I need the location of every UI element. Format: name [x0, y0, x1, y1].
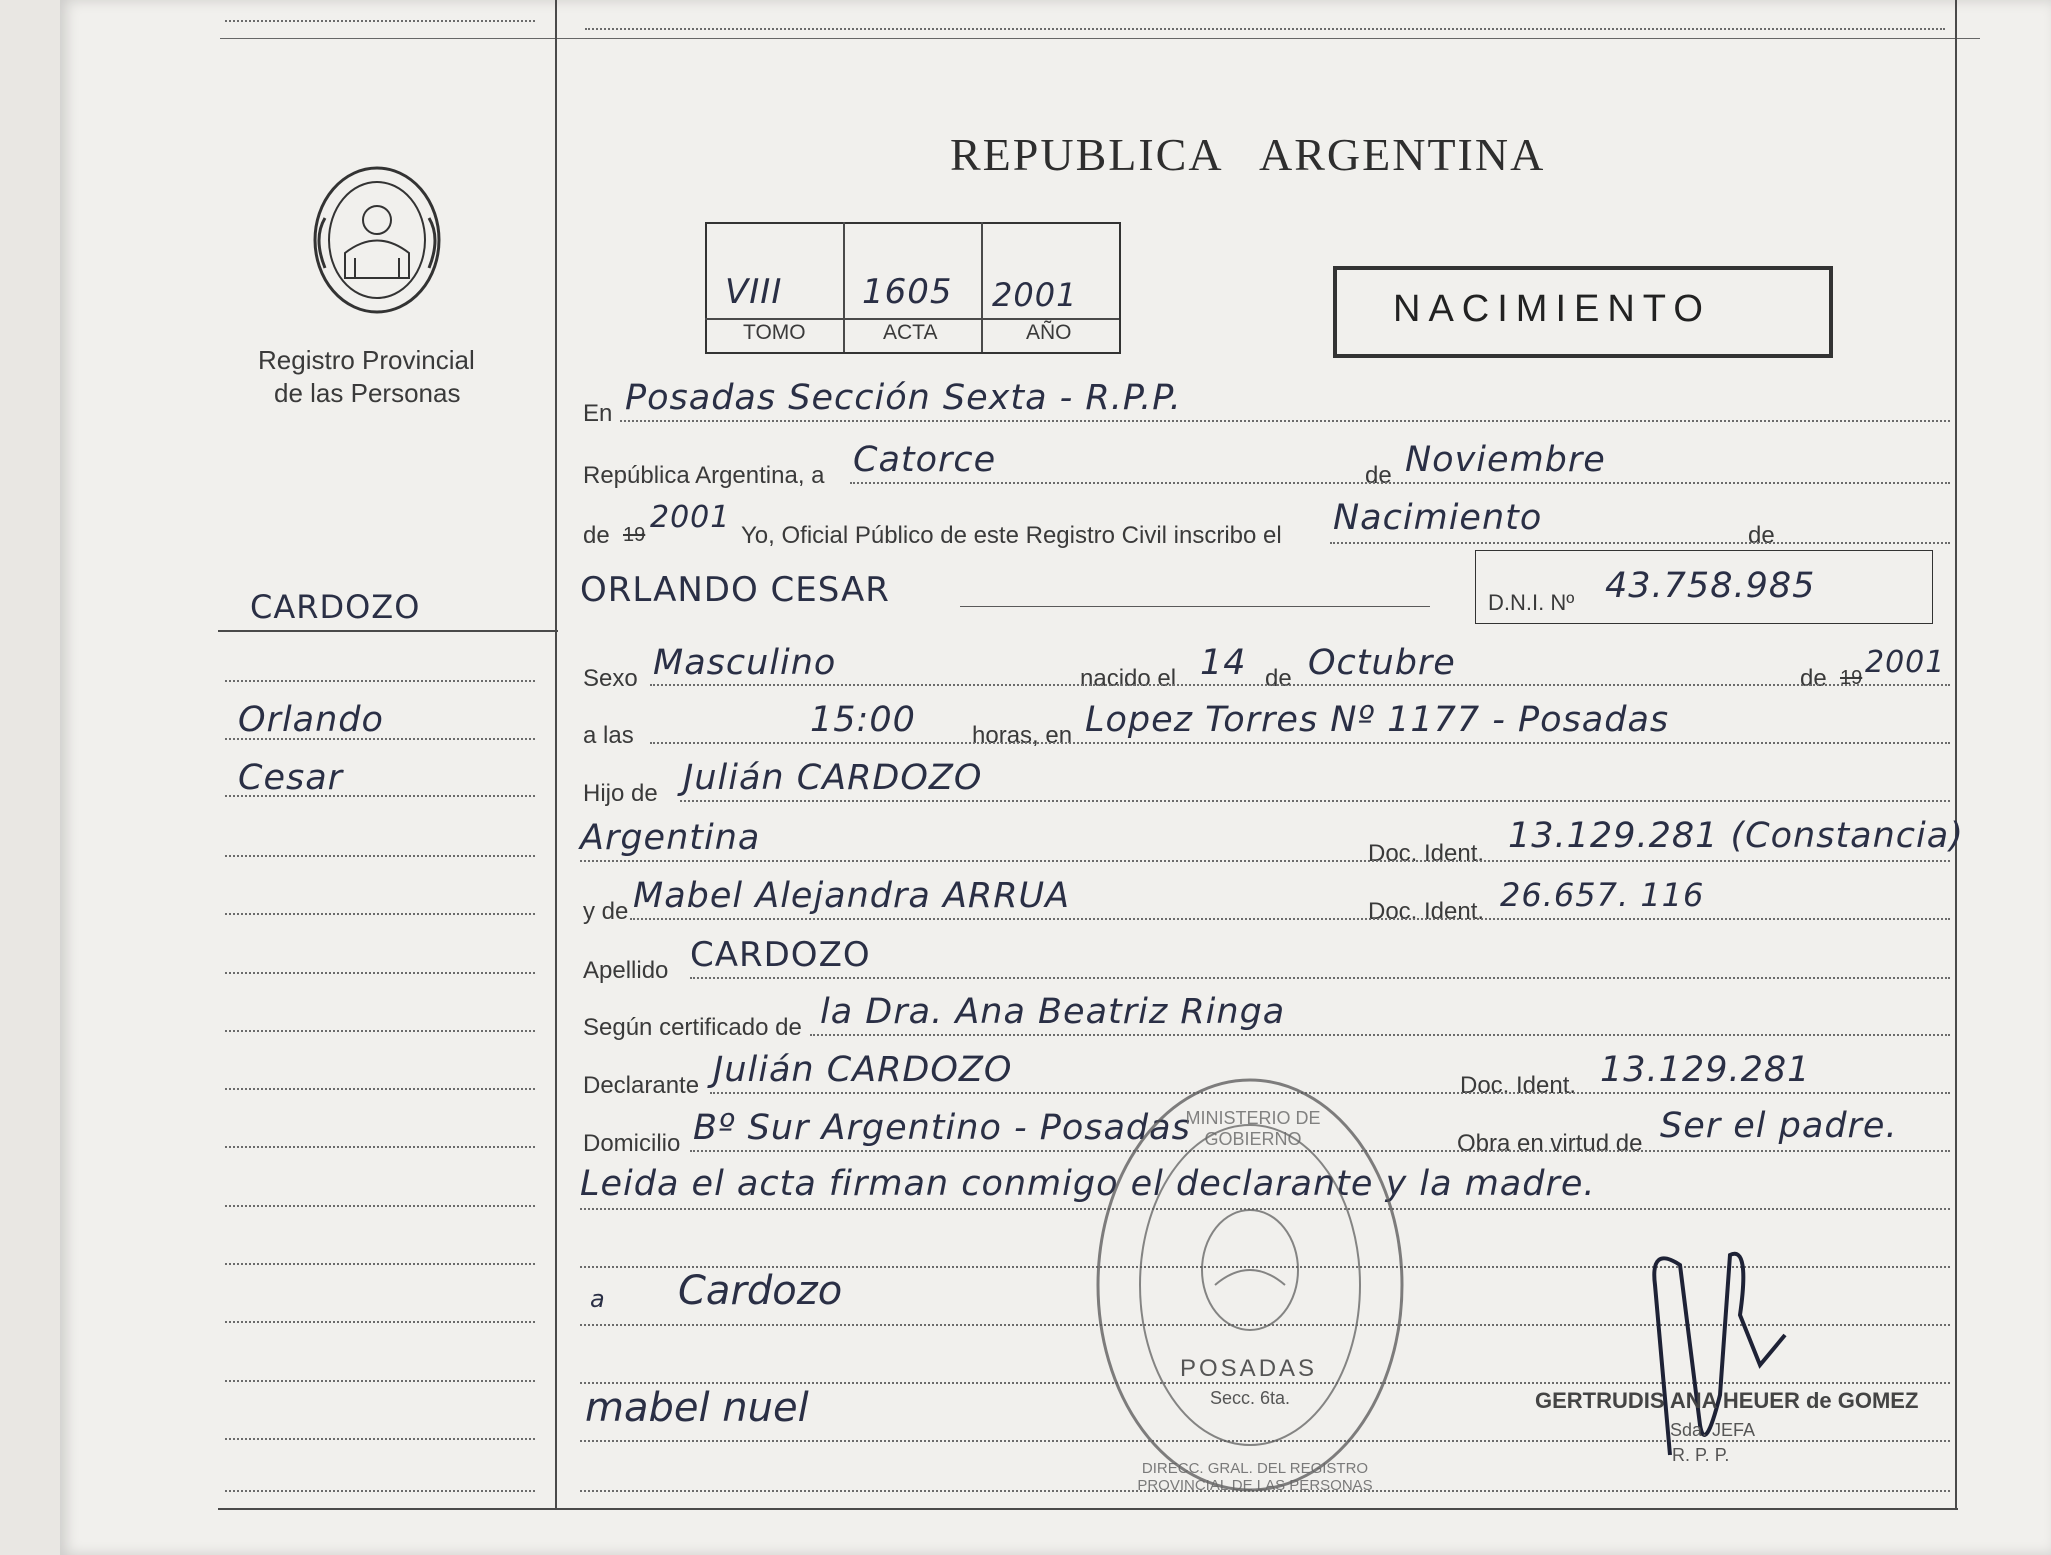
tomo-value: VIII	[725, 272, 783, 312]
anio-value: 2001	[992, 276, 1078, 314]
year-value: 2001	[650, 500, 731, 535]
apellido-value: CARDOZO	[690, 935, 871, 975]
row-line	[620, 420, 1950, 422]
doc2-label: Doc. Ident.	[1368, 898, 1485, 925]
stamp-city: POSADAS	[1180, 1355, 1318, 1382]
official-unit: R. P. P.	[1672, 1445, 1730, 1465]
mother-signature: mabel nuel	[585, 1385, 809, 1431]
sexo-label: Sexo	[583, 665, 638, 692]
acta-value: 1605	[862, 272, 953, 312]
anio-label: AÑO	[1026, 321, 1072, 344]
document-type: NACIMIENTO	[1393, 288, 1711, 330]
margin-dotted-line	[225, 680, 535, 682]
margin-divider	[218, 630, 558, 632]
reading-note: Leida el acta firman conmigo el declarante y la madre.	[580, 1164, 1596, 1204]
country-title: REPUBLICA ARGENTINA	[950, 129, 1546, 180]
official-title: Sda. JEFA	[1670, 1420, 1756, 1440]
column-divider	[555, 0, 557, 1510]
margin-given-name-2: Cesar	[238, 758, 344, 798]
margin-dotted-line	[225, 1263, 535, 1265]
apellido-label: Apellido	[583, 957, 669, 984]
doc-label: Doc. Ident.	[1368, 840, 1485, 867]
row-line	[650, 684, 1950, 686]
father-nationality: Argentina	[580, 818, 761, 858]
de3-label: de	[1748, 522, 1775, 549]
top-rule	[220, 38, 1980, 39]
margin-dotted-line	[225, 1490, 535, 1492]
margin-dotted-line	[225, 1146, 535, 1148]
stamp-inner-text: MINISTERIO DE GOBIERNO	[1185, 1108, 1321, 1149]
margin-dotted-line	[225, 913, 535, 915]
month-value: Noviembre	[1405, 440, 1606, 480]
domicilio-value: Bº Sur Argentino - Posadas	[693, 1108, 1191, 1148]
de2-label: de	[583, 522, 610, 549]
en-label: En	[583, 400, 613, 427]
obra-label: Obra en virtud de	[1457, 1130, 1643, 1157]
row-line	[680, 800, 1950, 802]
birth-year-prefix: 19	[1840, 667, 1863, 689]
margin-dotted-line	[225, 1438, 535, 1440]
margin-dotted-line	[225, 855, 535, 857]
record-box-label-rule	[705, 318, 1119, 320]
doc3-label: Doc. Ident.	[1460, 1072, 1577, 1099]
row-line	[810, 1034, 1950, 1036]
birth-day: 14	[1200, 643, 1247, 683]
de4-label: de	[1265, 665, 1292, 692]
margin-dotted-line	[225, 1380, 535, 1382]
birth-certificate-page	[60, 0, 2051, 1555]
registry-line-1: Registro Provincial	[258, 345, 475, 375]
official-name: GERTRUDIS ANA HEUER de GOMEZ	[1535, 1388, 1919, 1413]
segun-label: Según certificado de	[583, 1014, 802, 1041]
row-line	[690, 977, 1950, 979]
stamp-section: Secc. 6ta.	[1210, 1388, 1291, 1408]
row-line	[850, 482, 1950, 484]
mother-doc: 26.657. 116	[1500, 876, 1705, 914]
acta-label: ACTA	[883, 321, 938, 344]
tomo-label: TOMO	[743, 321, 806, 344]
declarante-doc: 13.129.281	[1600, 1050, 1811, 1090]
margin-dots	[225, 20, 535, 22]
bottom-rule	[218, 1508, 1958, 1510]
top-dots	[585, 28, 1945, 30]
declarante-name: Julián CARDOZO	[713, 1050, 1013, 1090]
nacido-label: nacido el	[1080, 665, 1177, 692]
row-line	[630, 918, 1950, 920]
sexo-value: Masculino	[653, 643, 837, 683]
margin-dotted-line	[225, 972, 535, 974]
birth-month: Octubre	[1308, 643, 1456, 683]
margin-dotted-line	[225, 1205, 535, 1207]
record-box-divider-1	[843, 222, 845, 352]
margin-dotted-line	[225, 1088, 535, 1090]
right-border	[1955, 0, 1957, 1510]
stamp-outer-text: DIRECC. GRAL. DEL REGISTRO PROVINCIAL DE LAS PERSONAS	[1137, 1460, 1373, 1494]
margin-dotted-line	[225, 1321, 535, 1323]
margin-given-name-1: Orlando	[238, 700, 384, 740]
declarant-signature: Cardozo	[678, 1268, 843, 1314]
hijo-label: Hijo de	[583, 780, 658, 807]
alas-label: a las	[583, 722, 634, 749]
row-line	[1330, 542, 1950, 544]
birth-year: 2001	[1865, 645, 1946, 680]
signature-prefix: a	[590, 1285, 606, 1313]
en-value: Posadas Sección Sexta - R.P.P.	[625, 378, 1182, 418]
republica-label: República Argentina, a	[583, 462, 825, 489]
row-line	[650, 742, 1950, 744]
declarante-label: Declarante	[583, 1072, 700, 1099]
registry-line-2: de las Personas	[274, 378, 461, 408]
day-value: Catorce	[853, 440, 997, 480]
dni-label: D.N.I. Nº	[1488, 590, 1575, 615]
birth-hour: 15:00	[810, 700, 916, 740]
mother-name: Mabel Alejandra ARRUA	[633, 876, 1071, 916]
row-line	[580, 860, 1950, 862]
act-type: Nacimiento	[1333, 498, 1543, 538]
dni-value: 43.758.985	[1605, 566, 1816, 606]
person-name: ORLANDO CESAR	[580, 570, 890, 610]
father-doc: 13.129.281 (Constancia)	[1508, 816, 1964, 856]
father-name: Julián CARDOZO	[683, 758, 983, 798]
horas-label: horas, en	[972, 722, 1073, 749]
birth-place: Lopez Torres Nº 1177 - Posadas	[1085, 700, 1670, 740]
obra-value: Ser el padre.	[1660, 1106, 1898, 1146]
de-label: de	[1365, 462, 1392, 489]
de5-label: de	[1800, 665, 1827, 692]
row-line	[960, 606, 1430, 607]
certificate-issuer: la Dra. Ana Beatriz Ringa	[820, 992, 1286, 1032]
yde-label: y de	[583, 898, 629, 925]
year-prefix: 19	[623, 524, 646, 546]
record-box-divider-2	[981, 222, 983, 352]
margin-dotted-line	[225, 1030, 535, 1032]
misiones-seal-icon	[305, 158, 450, 323]
margin-surname: CARDOZO	[250, 588, 421, 626]
domicilio-label: Domicilio	[583, 1130, 681, 1157]
oficial-text: Yo, Oficial Público de este Registro Civil inscribo el	[741, 522, 1282, 549]
